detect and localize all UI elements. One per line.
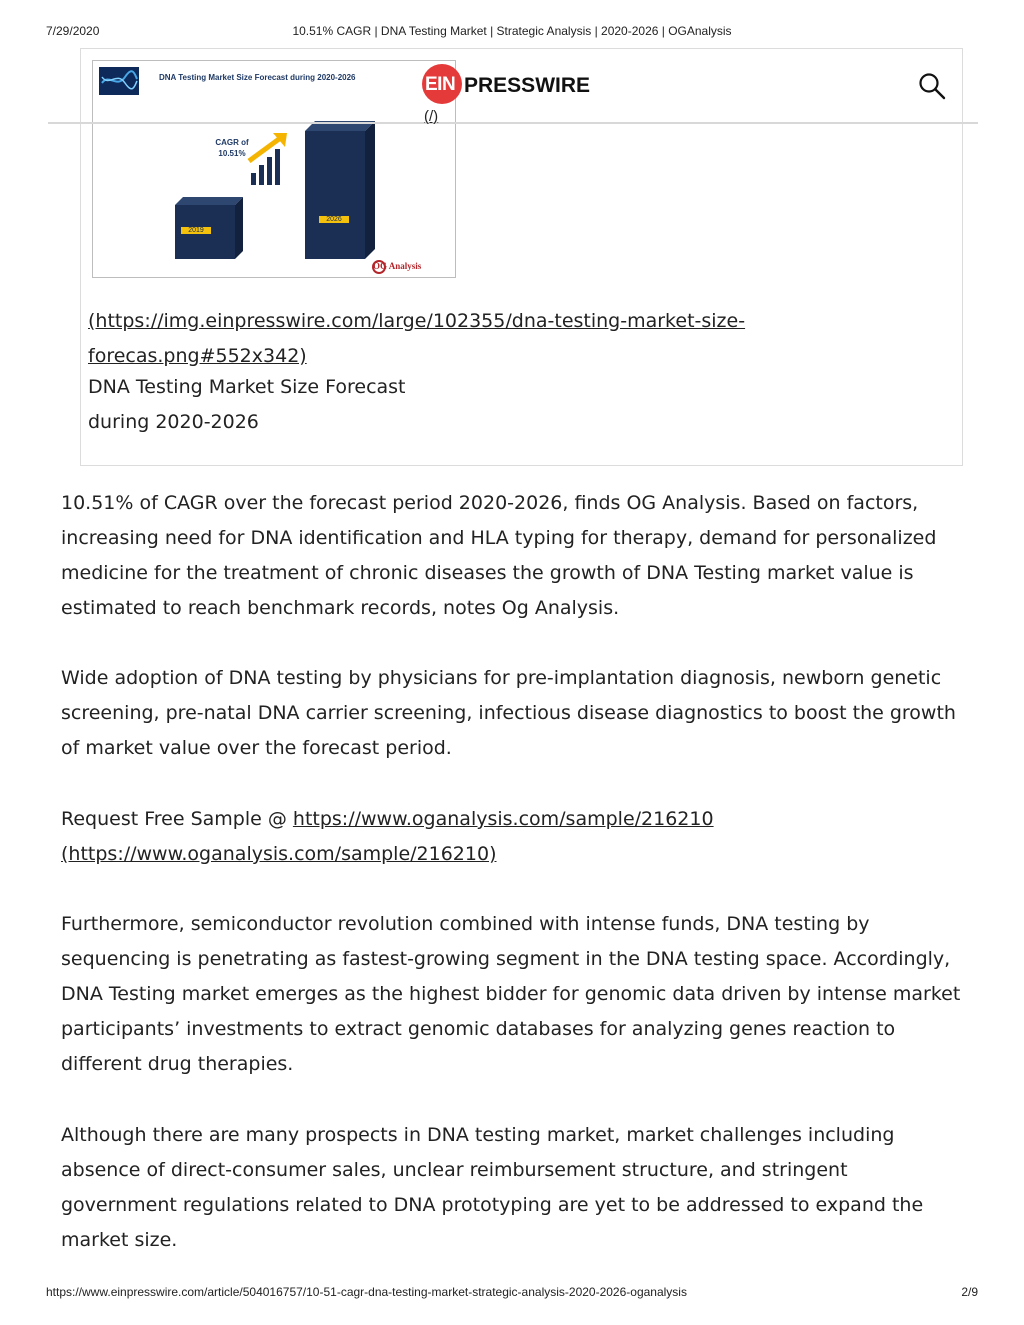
article-paragraph-5: Although there are many prospects in DNA testing market, market challenges including absence of direct-consumer sales, unclear reimbursement structure, and stringent government regulations related to DNA prototyping are yet to be addressed to expand the market size. (61, 1124, 924, 1251)
bar-label-2026: 2026 (319, 216, 349, 223)
figure-caption (88, 370, 488, 440)
logo-ein-text: EIN (425, 74, 456, 95)
article-paragraph-2: Wide adoption of DNA testing by physicians for pre-implantation diagnosis, newborn genetic screening, pre-natal DNA carrier screening, infectious disease diagnostics to boost the growth of market value over the forecast period. (61, 667, 956, 759)
thumbnail-brand: OG Analysis (373, 261, 422, 271)
thumbnail-graphic (93, 61, 456, 278)
chart-thumbnail-image[interactable] (92, 60, 456, 278)
thumbnail-title: DNA Testing Market Size Forecast during 2020-2026 (159, 73, 356, 82)
search-icon[interactable] (918, 72, 946, 100)
bar-label-2019: 2019 (181, 227, 211, 234)
sample-link[interactable]: https://www.oganalysis.com/sample/216210 (292, 808, 714, 830)
logo-presswire-text: PRESSWIRE (464, 74, 591, 97)
sample-request-text: Request Free Sample @ (61, 808, 293, 830)
header-divider (48, 122, 978, 124)
growth-bars-icon (251, 173, 256, 185)
print-header (0, 24, 1024, 40)
home-link[interactable]: (/) (424, 108, 439, 125)
caption-line-1: DNA Testing Market Size Forecast (88, 376, 406, 398)
thumbnail-cagr-line2: 10.51% (218, 149, 246, 158)
print-page-number: 2/9 (961, 1285, 978, 1299)
thumbnail-cagr-line1: CAGR of (215, 138, 249, 147)
print-footer (0, 1285, 1024, 1301)
article-paragraph-3 (61, 802, 966, 872)
print-url: https://www.einpresswire.com/article/504016757/10-51-cagr-dna-testing-market-strategic-analysis-2020-2026-oganalysis (46, 1285, 687, 1299)
thumbnail-cagr (207, 137, 257, 159)
image-link[interactable]: (https://img.einpresswire.com/large/102355/dna-testing-market-size-forecas.png#552x342) (88, 310, 746, 367)
print-title: 10.51% CAGR | DNA Testing Market | Strategic Analysis | 2020-2026 | OGAnalysis (292, 24, 732, 38)
print-date: 7/29/2020 (46, 24, 100, 38)
sample-link-paren[interactable]: (https://www.oganalysis.com/sample/216210) (61, 843, 497, 865)
caption-line-2: during 2020-2026 (88, 411, 259, 433)
article-paragraph-1: 10.51% of CAGR over the forecast period 2020-2026, finds OG Analysis. Based on factors, increasing need for DNA identification and HLA typing for therapy, demand for personalized medicine for the treatment of chronic diseases the growth of DNA Testing market value is estimated to reach benchmark records, notes Og Analysis. (61, 492, 937, 619)
article-paragraph-4: Furthermore, semiconductor revolution combined with intense funds, DNA testing by sequencing is penetrating as fastest-growing segment in the DNA testing space. Accordingly, DNA Testing market emerges as the highest bidder for genomic data driven by intense market participants’ investments to extract genomic databases for analyzing genes reaction to different drug therapies. (61, 913, 961, 1075)
